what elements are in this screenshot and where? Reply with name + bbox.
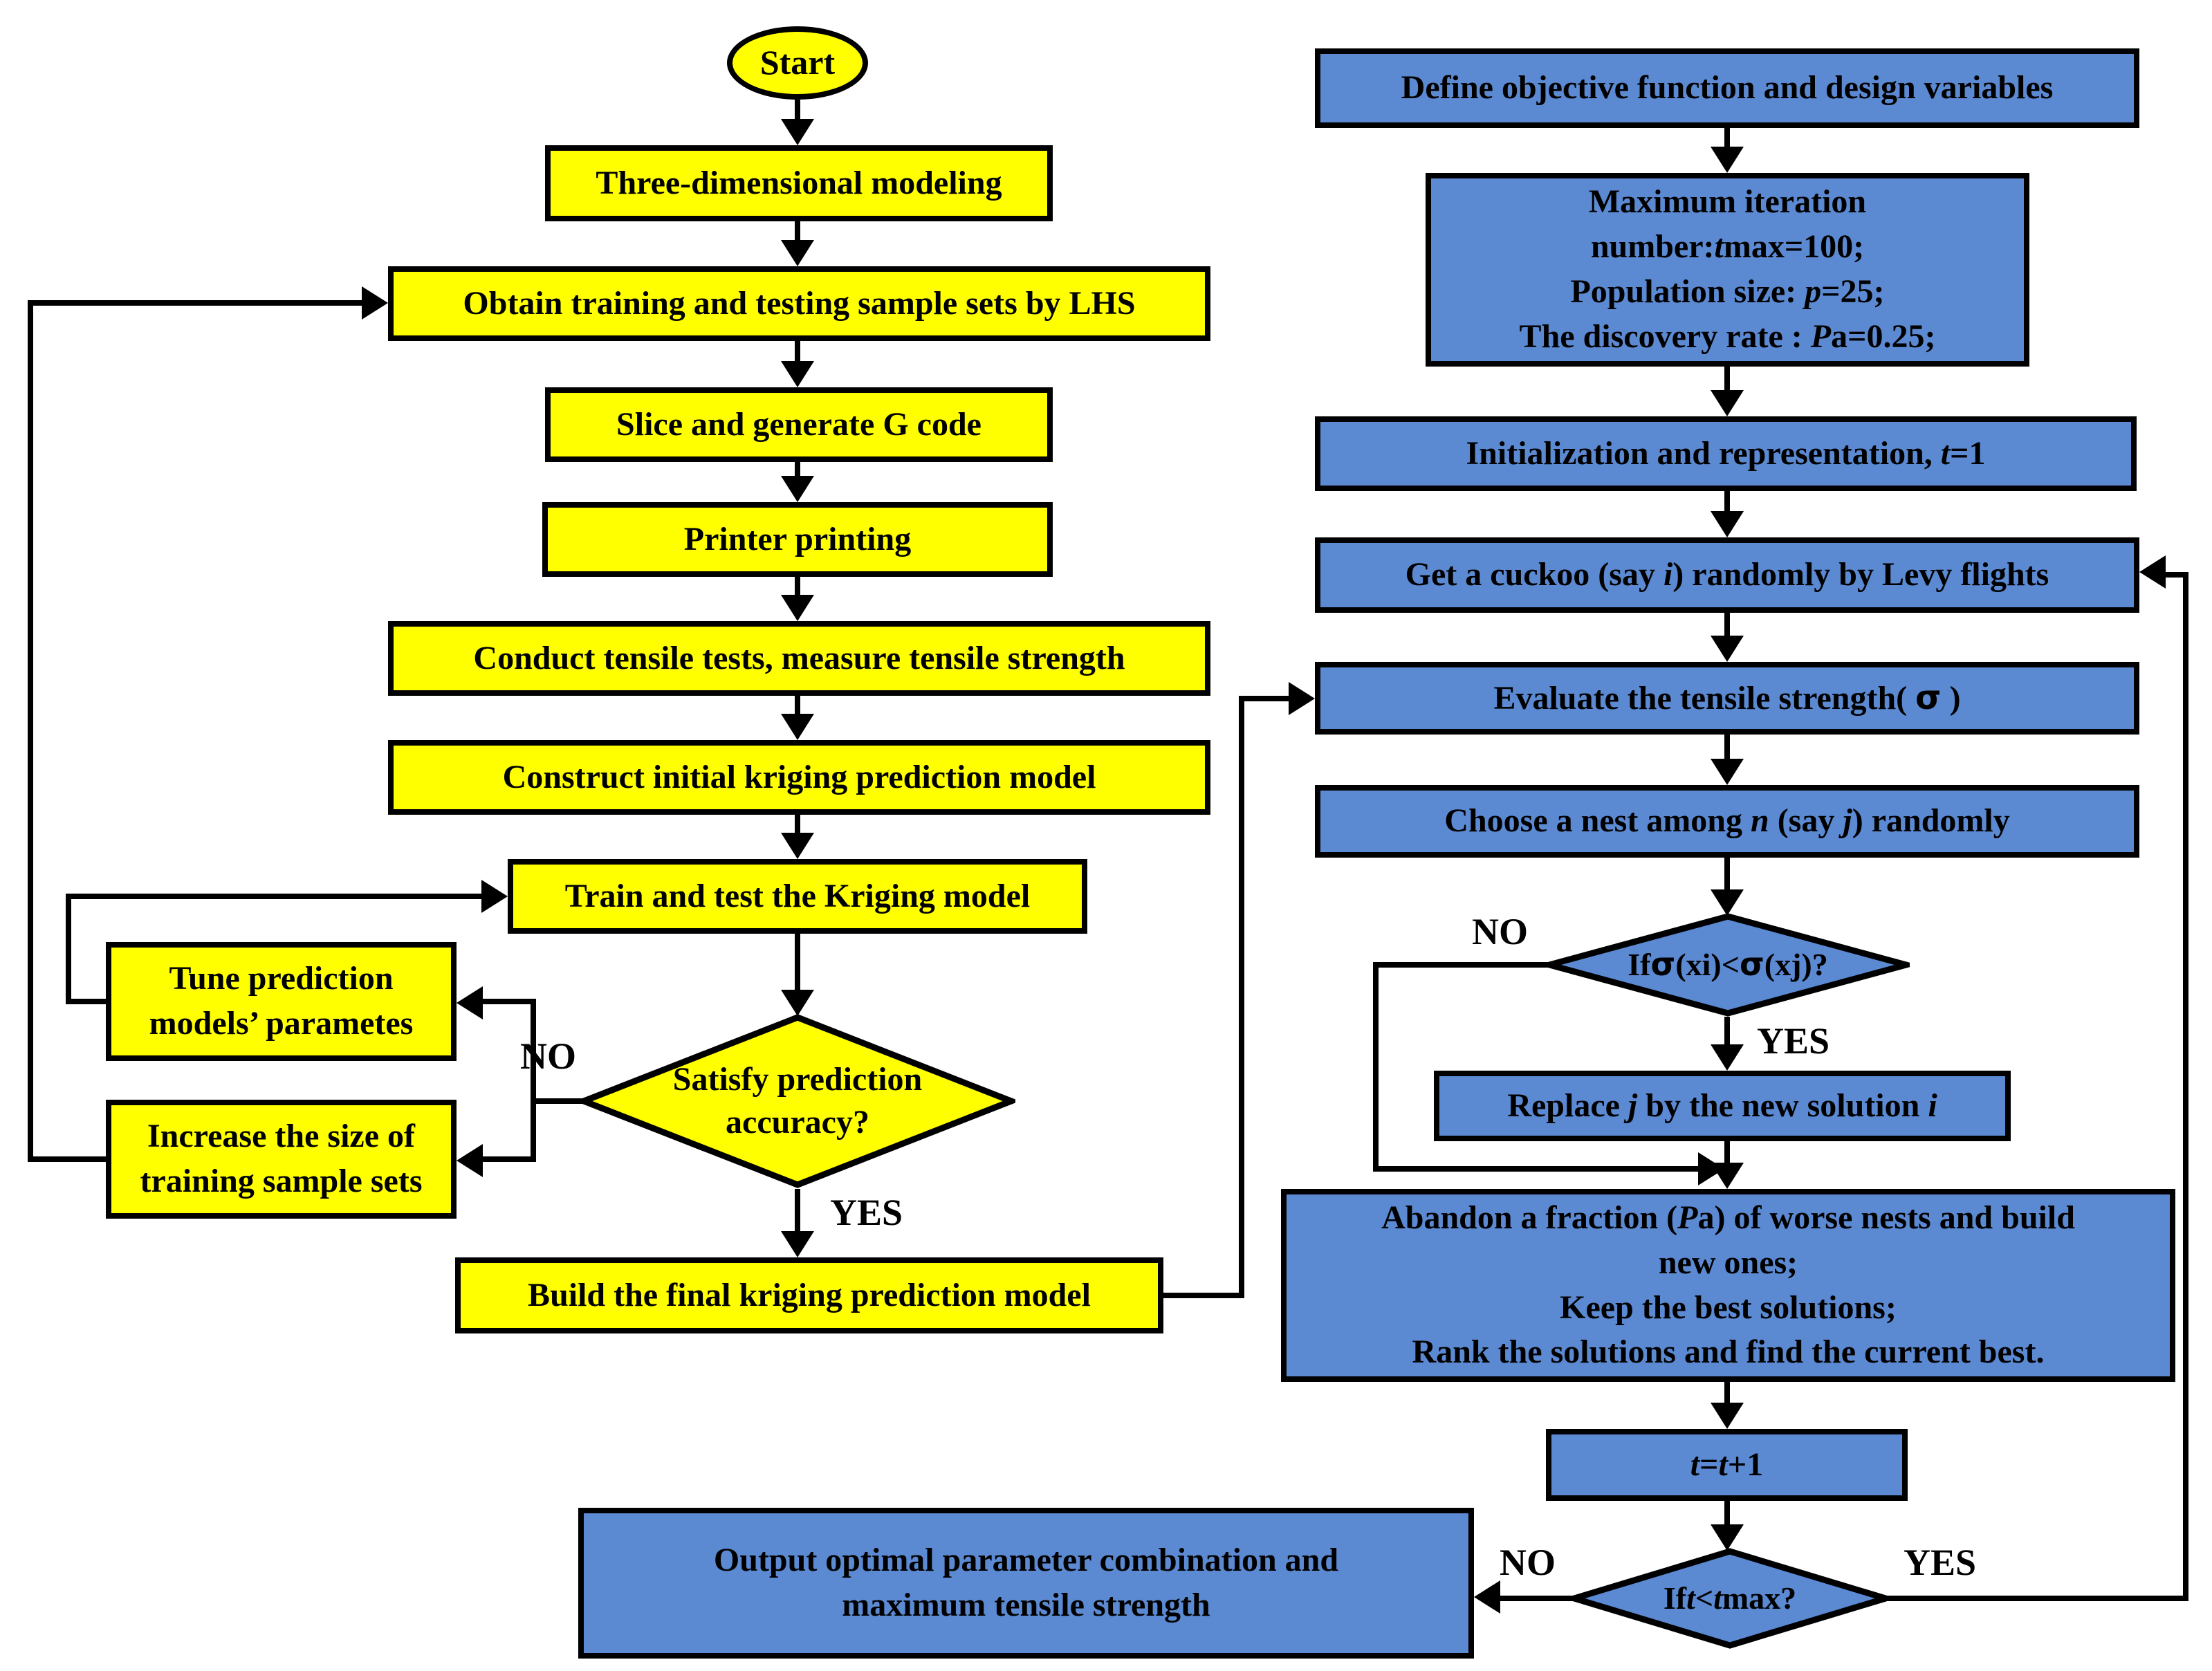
node-initial-kriging-model bbox=[388, 740, 1210, 815]
node-tune-parameters bbox=[106, 942, 457, 1061]
node-label: Conduct tensile tests, measure tensile strength bbox=[473, 639, 1125, 676]
branch-label-yes: YES bbox=[830, 1192, 903, 1233]
connector-tune-to-train bbox=[68, 894, 481, 899]
connector-build-right bbox=[1163, 1293, 1244, 1298]
node-label: Increase the size of training sample sets bbox=[140, 1118, 423, 1199]
node-output-optimal bbox=[578, 1508, 1474, 1659]
arrowhead-left bbox=[1474, 1580, 1500, 1614]
arrowhead-down bbox=[1711, 636, 1744, 662]
connector-build-to-evaluate bbox=[1242, 696, 1289, 701]
connector-d1-yes bbox=[795, 1189, 800, 1234]
connector-evaluate-to-choose bbox=[1724, 735, 1730, 761]
decision-satisfy-accuracy bbox=[580, 1013, 1015, 1189]
node-label: Slice and generate G code bbox=[616, 405, 981, 443]
arrowhead-down bbox=[781, 990, 814, 1016]
arrowhead-down bbox=[781, 361, 814, 387]
connector-choose-to-compare bbox=[1724, 858, 1730, 892]
node-label: Build the final kriging prediction model bbox=[528, 1276, 1091, 1313]
node-build-final-kriging bbox=[455, 1257, 1163, 1333]
connector-d2-no-merge bbox=[1376, 1166, 1698, 1172]
connector-d2-no-vertical bbox=[1373, 962, 1379, 1172]
decision-label: Satisfy prediction accuracy? bbox=[672, 1060, 923, 1141]
arrowhead-right bbox=[362, 286, 388, 320]
node-label: Train and test the Kriging model bbox=[564, 877, 1031, 914]
decision-label: If σ (xi)< σ (xj)? bbox=[1628, 945, 1828, 984]
connector-d2-yes bbox=[1724, 1017, 1730, 1047]
node-label: t=t+1 bbox=[1690, 1446, 1764, 1483]
connector-d3-yes-vertical bbox=[2183, 572, 2188, 1601]
arrowhead-down bbox=[1711, 390, 1744, 416]
branch-label-yes: YES bbox=[1757, 1020, 1830, 1062]
connector-increase-left bbox=[30, 1156, 109, 1162]
arrowhead-down bbox=[1711, 889, 1744, 916]
node-label: Output optimal parameter combination and maximum tensile strength bbox=[713, 1542, 1339, 1623]
node-label: Get a cuckoo (say i) randomly by Levy flights bbox=[1405, 556, 2049, 593]
arrowhead-down bbox=[781, 476, 814, 502]
arrowhead-down bbox=[1711, 1044, 1744, 1071]
arrowhead-down bbox=[781, 595, 814, 621]
arrowhead-right bbox=[1698, 1152, 1724, 1185]
connector-no-to-tune bbox=[483, 999, 533, 1004]
branch-label-no: NO bbox=[1500, 1542, 1556, 1583]
connector-train-to-decision bbox=[795, 934, 800, 993]
connector-tune-up bbox=[66, 894, 71, 1004]
connector-d3-no bbox=[1497, 1596, 1574, 1601]
node-label: Obtain training and testing sample sets by LHS bbox=[463, 284, 1136, 322]
arrowhead-left bbox=[457, 986, 483, 1019]
arrowhead-down bbox=[781, 119, 814, 145]
node-obtain-samples-lhs bbox=[388, 266, 1210, 341]
node-evaluate-strength bbox=[1315, 662, 2139, 735]
node-algorithm-parameters bbox=[1426, 173, 2029, 367]
node-increase-sample-size bbox=[106, 1100, 457, 1219]
node-label: Maximum iteration number:tmax=100; Population size: p=25; The discovery rate : Pa=0.25; bbox=[1519, 183, 1936, 355]
branch-label-no: NO bbox=[520, 1035, 576, 1077]
node-label: Define objective function and design variables bbox=[1401, 69, 2054, 107]
node-printer-printing bbox=[542, 502, 1053, 577]
node-label: Abandon a fraction (Pa) of worse nests and build new ones; Keep the best solutions; Rank the solutions and find the current best. bbox=[1381, 1199, 2075, 1371]
connector-d1-no-horizontal bbox=[533, 1098, 582, 1104]
arrowhead-right bbox=[1289, 682, 1315, 715]
arrowhead-left bbox=[457, 1144, 483, 1177]
node-initialization bbox=[1315, 416, 2137, 491]
arrowhead-down bbox=[781, 1231, 814, 1257]
node-three-dimensional-modeling bbox=[545, 145, 1053, 221]
connector-increment-to-check bbox=[1724, 1501, 1730, 1527]
decision-label: If t < t max? bbox=[1663, 1580, 1797, 1616]
arrowhead-down bbox=[781, 833, 814, 859]
node-label: Printer printing bbox=[683, 520, 912, 557]
node-abandon-nests bbox=[1281, 1189, 2175, 1382]
arrowhead-left bbox=[2139, 555, 2166, 589]
node-label: Choose a nest among n (say j) randomly bbox=[1444, 802, 2010, 840]
arrowhead-down bbox=[1711, 147, 1744, 173]
branch-label-no: NO bbox=[1472, 911, 1528, 952]
node-label: Tune prediction models’ parametes bbox=[149, 960, 414, 1042]
arrowhead-down bbox=[1711, 511, 1744, 537]
arrowhead-down bbox=[781, 714, 814, 740]
connector-d3-yes-horizontal bbox=[1886, 1596, 2188, 1601]
node-label: Construct initial kriging prediction model bbox=[502, 758, 1096, 795]
connector-no-to-increase bbox=[483, 1156, 533, 1162]
decision-compare-strength bbox=[1546, 913, 1910, 1017]
node-train-test-kriging bbox=[508, 859, 1087, 934]
node-start-label: Start bbox=[759, 43, 836, 82]
connector-increase-up bbox=[28, 300, 33, 1162]
arrowhead-down bbox=[781, 240, 814, 266]
connector-tune-left bbox=[68, 999, 109, 1004]
connector-d2-no-horizontal bbox=[1376, 962, 1549, 968]
connector-params-to-init bbox=[1724, 367, 1730, 393]
connector-cuckoo-to-evaluate bbox=[1724, 613, 1730, 638]
connector-replace-to-abandon bbox=[1724, 1141, 1730, 1165]
node-label: Three-dimensional modeling bbox=[596, 164, 1002, 201]
node-get-cuckoo bbox=[1315, 537, 2139, 613]
node-increment-iteration bbox=[1546, 1429, 1908, 1501]
branch-label-yes: YES bbox=[1904, 1542, 1977, 1583]
node-start bbox=[727, 26, 868, 100]
arrowhead-down bbox=[1711, 1524, 1744, 1551]
connector-build-up bbox=[1239, 696, 1244, 1298]
arrowhead-right bbox=[481, 880, 508, 913]
connector-increase-to-obtain bbox=[30, 300, 362, 306]
node-choose-nest bbox=[1315, 785, 2139, 858]
node-label: Evaluate the tensile strength( σ ) bbox=[1493, 678, 1961, 717]
node-label: Initialization and representation, t=1 bbox=[1466, 434, 1986, 472]
arrowhead-down bbox=[1711, 1403, 1744, 1429]
node-tensile-tests bbox=[388, 621, 1210, 696]
node-replace-solution bbox=[1434, 1071, 2011, 1141]
node-slice-gcode bbox=[545, 387, 1053, 462]
connector-abandon-to-increment bbox=[1724, 1382, 1730, 1405]
node-define-objective bbox=[1315, 48, 2139, 128]
decision-check-iteration bbox=[1571, 1548, 1889, 1649]
connector-d1-no-vertical bbox=[531, 999, 536, 1162]
node-label: Replace j by the new solution i bbox=[1507, 1087, 1937, 1124]
arrowhead-down bbox=[1711, 759, 1744, 785]
